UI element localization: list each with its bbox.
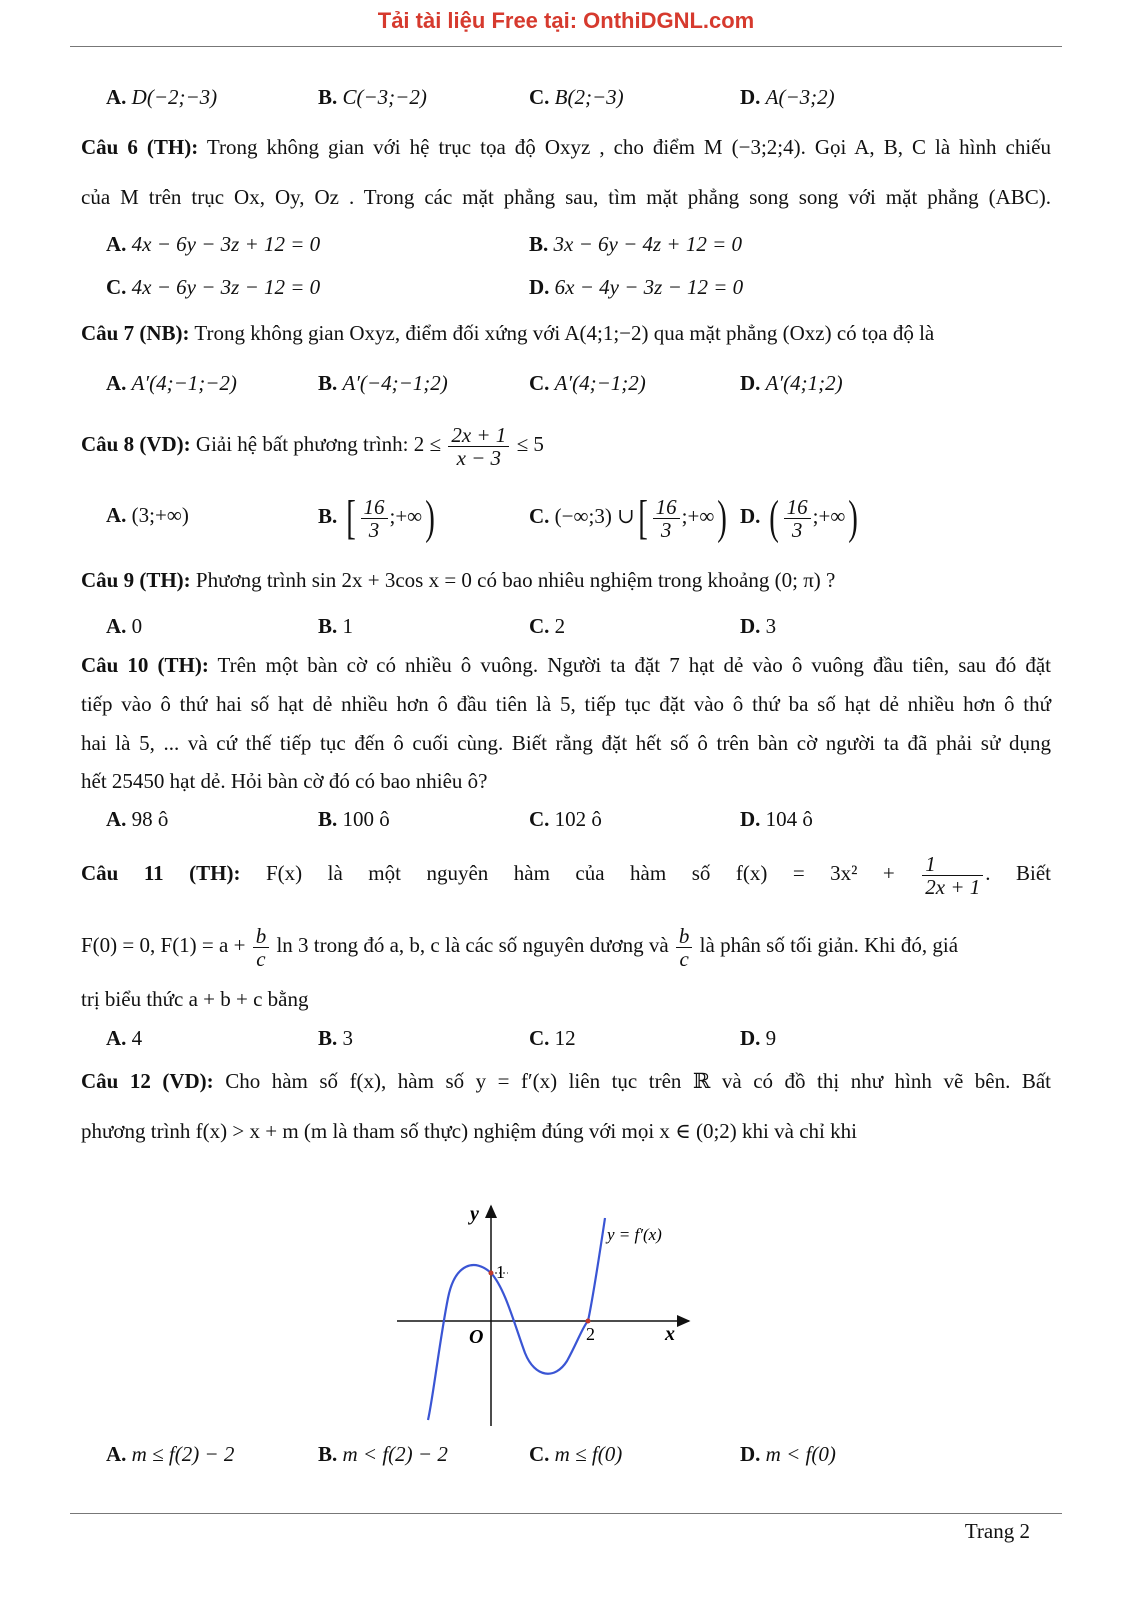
q8-title: Câu 8 (VD): — [81, 432, 191, 456]
q10-option-d: D. 104 ô — [740, 807, 813, 831]
x-axis-label: x — [665, 1323, 675, 1345]
x-intercept-point — [586, 1319, 591, 1324]
q8-option-d: D. ( $\frac{16}{3}$ ;+∞) — [740, 491, 859, 545]
q11-title: Câu 11 (TH): — [81, 861, 241, 885]
q10-option-c: C. 102 ô — [529, 807, 602, 831]
derivative-curve — [428, 1218, 605, 1420]
q7-title: Câu 7 (NB): — [81, 321, 190, 345]
q10-title: Câu 10 (TH): — [81, 653, 209, 677]
q11-line1: Câu 11 (TH): F(x) là một nguyên hàm của hàm số f(x) = 3x² + $\frac{1}{2x + 1}$ . Biết — [81, 851, 1052, 899]
q10-option-b: B. 100 ô — [318, 807, 390, 831]
q7-option-a: A. A′(4;−1;−2) — [106, 371, 237, 395]
q12-line2: phương trình f(x) > x + m (m là tham số thực) nghiệm đúng với mọi x ∈ (0;2) khi và chỉ khi — [81, 1119, 857, 1143]
q9-line: Câu 9 (TH): Phương trình sin 2x + 3cos x = 0 có bao nhiêu nghiệm trong khoảng (0; π) ? — [81, 568, 836, 592]
header-divider — [70, 46, 1062, 47]
q10-line2: tiếp vào ô thứ hai số hạt dẻ nhiều hơn ô đầu tiên là 5, tiếp tục đặt vào ô thứ ba số hạt dẻ nhiều hơn ô thứ — [81, 692, 1051, 716]
y-axis-label: y — [470, 1203, 479, 1225]
q7-option-d: D. A′(4;1;2) — [740, 371, 843, 395]
q9-option-a: A. 0 — [106, 614, 143, 638]
curve-label: y = f′(x) — [607, 1225, 662, 1244]
q10-line4: hết 25450 hạt dẻ. Hỏi bàn cờ đó có bao nhiêu ô? — [81, 769, 488, 793]
x-tick-label: 2 — [586, 1324, 595, 1344]
q5-option-b: B. C(−3;−2) — [318, 85, 427, 109]
q11-option-d: D. 9 — [740, 1026, 777, 1050]
y-tick-label: 1 — [496, 1262, 505, 1282]
q12-option-d: D. m < f(0) — [740, 1442, 836, 1466]
q11-option-b: B. 3 — [318, 1026, 354, 1050]
derivative-graph — [395, 1198, 695, 1428]
q11-option-c: C. 12 — [529, 1026, 576, 1050]
q9-option-b: B. 1 — [318, 614, 354, 638]
q11-line3: trị biểu thức a + b + c bằng — [81, 987, 309, 1011]
q8-option-a: A. (3;+∞) — [106, 503, 189, 527]
site-header[interactable]: Tải tài liệu Free tại: OnthiDGNL.com — [377, 8, 755, 33]
q9-title: Câu 9 (TH): — [81, 568, 191, 592]
q6-line2: của M trên trục Ox, Oy, Oz . Trong các mặt phẳng sau, tìm mặt phẳng song song với mặt phẳng (ABC). — [81, 185, 1051, 209]
q5-option-a: A. D(−2;−3) — [106, 85, 218, 109]
page-number: Trang 2 — [964, 1519, 1030, 1543]
q11-line2: F(0) = 0, F(1) = a + $\frac{b}{c}$ ln 3 trong đó a, b, c là các số nguyên dương và $\frac{b}{c}$ là phân số tối giản. Khi đó, giá — [81, 923, 959, 971]
q5-option-d: D. A(−3;2) — [740, 85, 835, 109]
q8-option-c: C. (−∞;3) ∪[ $\frac{16}{3}$ ;+∞) — [529, 491, 728, 545]
q12-option-a: A. m ≤ f(2) − 2 — [106, 1442, 235, 1466]
q9-option-d: D. 3 — [740, 614, 777, 638]
q10-line3: hai là 5, ... và cứ thế tiếp tục đến ô cuối cùng. Biết rằng đặt hết số ô trên bàn cờ người ta đã phải sử dụng — [81, 731, 1051, 755]
footer-divider — [70, 1513, 1062, 1514]
q6-line1: Câu 6 (TH): Trong không gian với hệ trục tọa độ Oxyz , cho điểm M (−3;2;4). Gọi A, B, C là hình chiếu — [81, 135, 1051, 159]
q8-option-b: B. [ $\frac{16}{3}$ ;+∞) — [318, 491, 435, 545]
q7-option-b: B. A′(−4;−1;2) — [318, 371, 448, 395]
q6-option-c: C. 4x − 6y − 3z − 12 = 0 — [106, 275, 321, 299]
q10-line1: Câu 10 (TH): Trên một bàn cờ có nhiều ô vuông. Người ta đặt 7 hạt dẻ vào ô vuông đầu tiên, sau đó đặt — [81, 653, 1051, 677]
q12-title: Câu 12 (VD): — [81, 1069, 214, 1093]
q11-option-a: A. 4 — [106, 1026, 143, 1050]
q8-fraction: $\frac{2x + 1}{x - 3}$ — [448, 424, 509, 469]
q6-title: Câu 6 (TH): — [81, 135, 199, 159]
q12-line1: Câu 12 (VD): Cho hàm số f(x), hàm số y = f′(x) liên tục trên ℝ và có đồ thị như hình vẽ bên. Bất — [81, 1069, 1052, 1093]
q12-option-b: B. m < f(2) − 2 — [318, 1442, 448, 1466]
y-intercept-point — [489, 1271, 494, 1276]
q12-option-c: C. m ≤ f(0) — [529, 1442, 623, 1466]
q7-option-c: C. A′(4;−1;2) — [529, 371, 646, 395]
q10-option-a: A. 98 ô — [106, 807, 169, 831]
q8-line: Câu 8 (VD): Giải hệ bất phương trình: 2 ≤ $\frac{2x + 1}{x - 3}$ ≤ 5 — [81, 422, 544, 470]
q6-option-a: A. 4x − 6y − 3z + 12 = 0 — [106, 232, 321, 256]
q6-option-b: B. 3x − 6y − 4z + 12 = 0 — [529, 232, 743, 256]
q5-option-c: C. B(2;−3) — [529, 85, 624, 109]
origin-label: O — [469, 1326, 484, 1348]
q7-line: Câu 7 (NB): Trong không gian Oxyz, điểm đối xứng với A(4;1;−2) qua mặt phẳng (Oxz) có tọa độ là — [81, 321, 935, 345]
q6-option-d: D. 6x − 4y − 3z − 12 = 0 — [529, 275, 744, 299]
q9-option-c: C. 2 — [529, 614, 566, 638]
